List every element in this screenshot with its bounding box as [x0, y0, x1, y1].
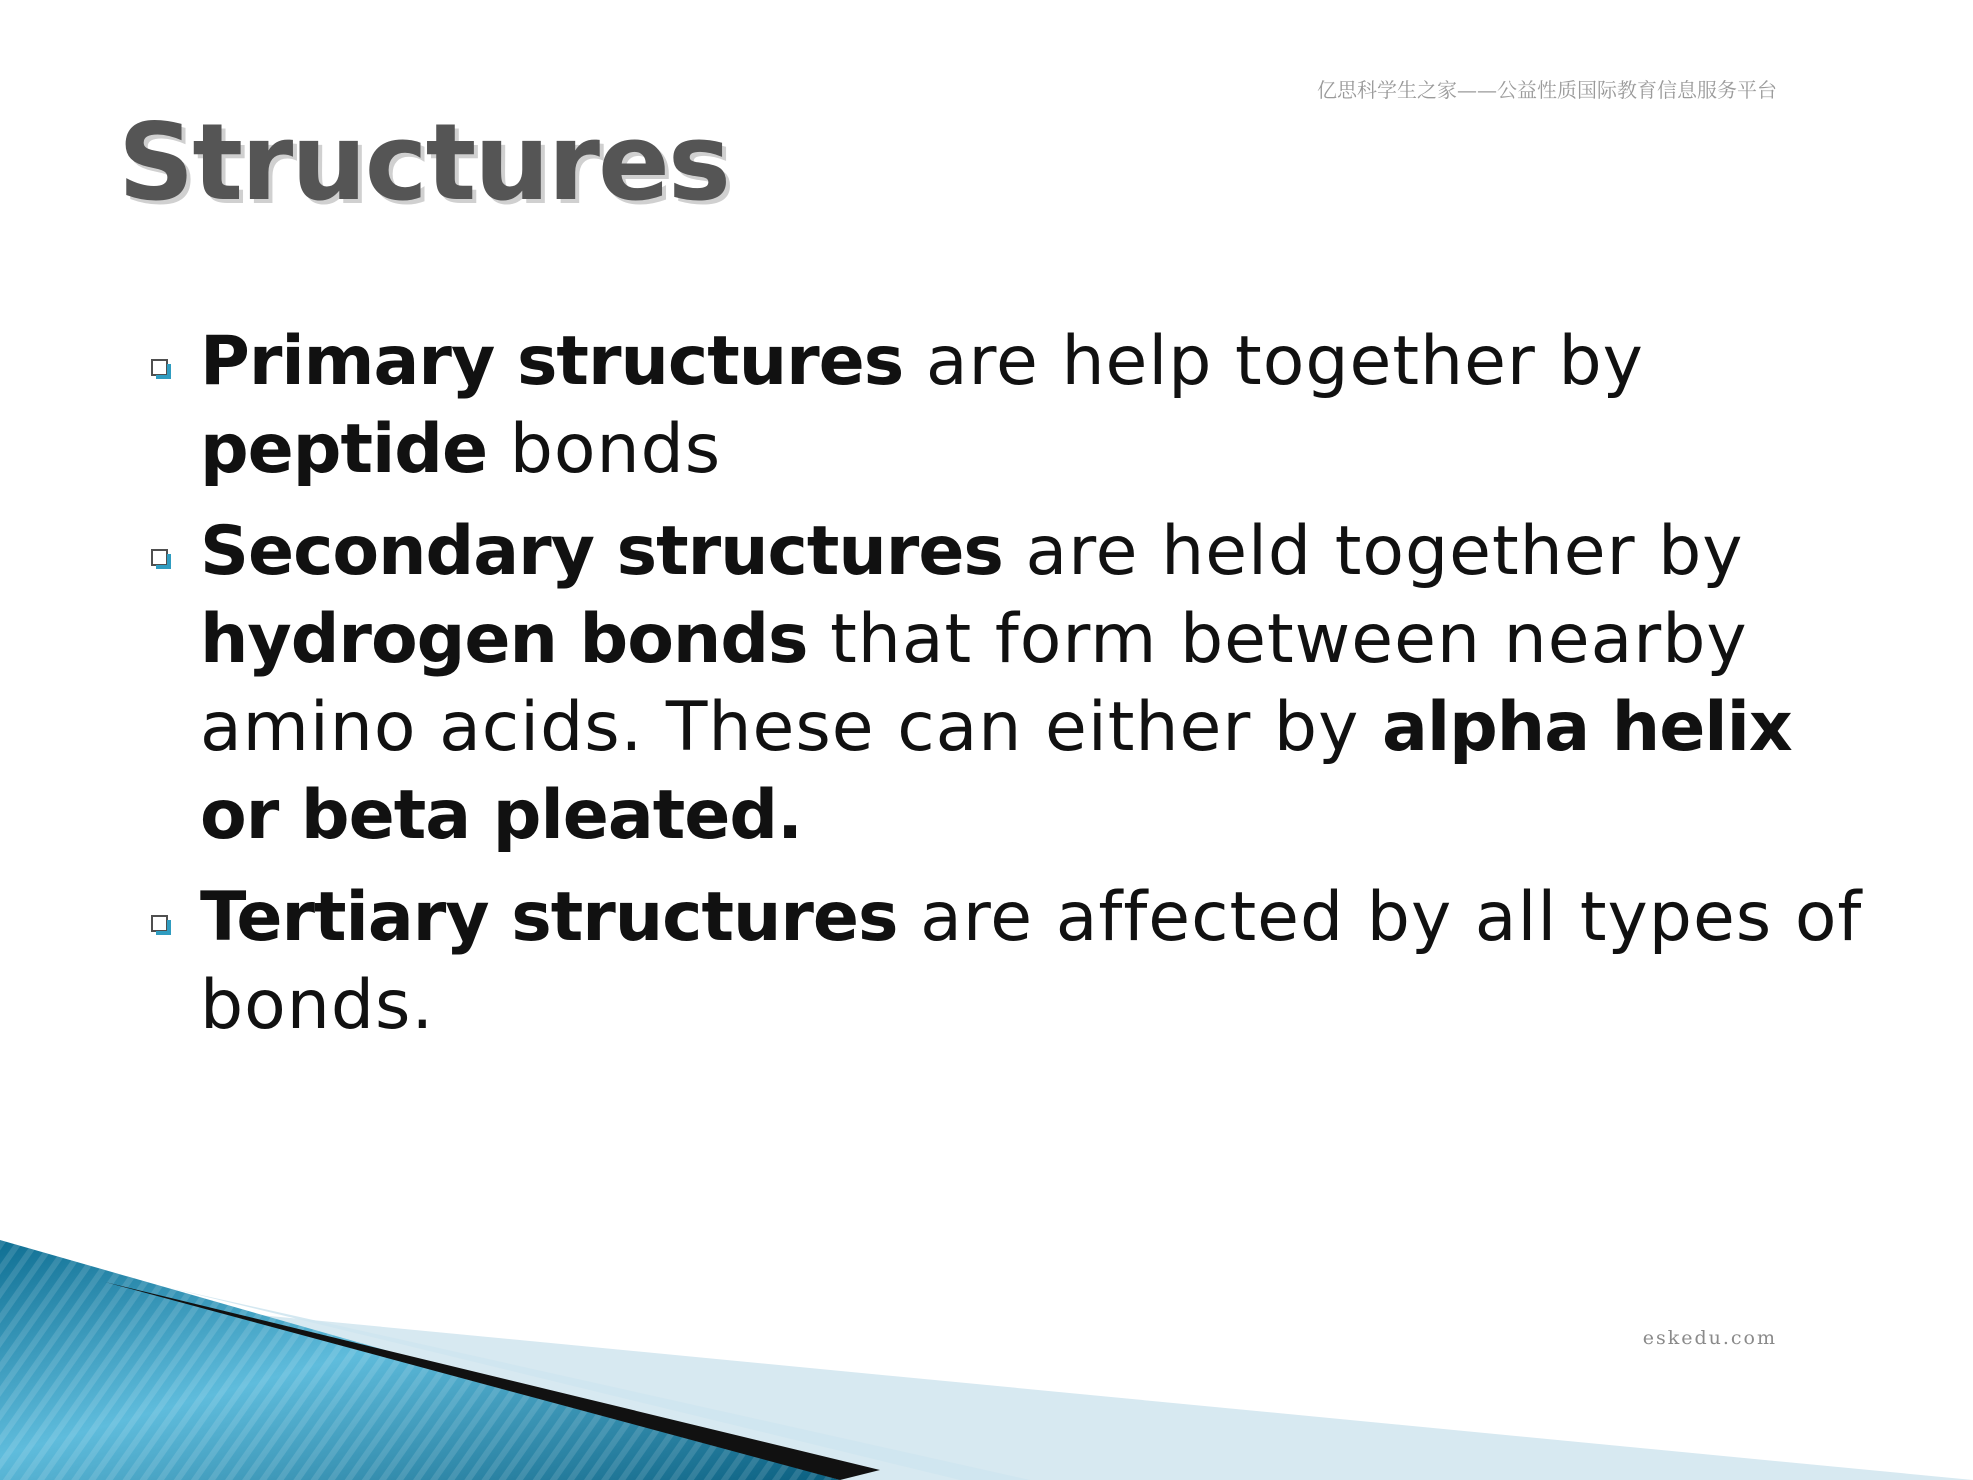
bullet-text: are help together by: [903, 322, 1644, 401]
slide-title: Structures: [118, 101, 729, 224]
hollow-square-bullet-icon: [150, 548, 172, 570]
bullet-list: [146, 318, 1866, 1064]
bullet-text: are affected by all types of bonds.: [200, 878, 1863, 1045]
bullet-text: are held together by: [1002, 512, 1744, 591]
bullet-bold-text: hydrogen bonds: [200, 600, 808, 679]
bullet-item-primary: [146, 318, 1866, 494]
bullet-bold-text: Tertiary structures: [200, 878, 898, 957]
header-watermark: 亿思科学生之家——公益性质国际教育信息服务平台: [1317, 78, 1777, 102]
bullet-item-tertiary: [146, 874, 1866, 1050]
bullet-bold-text: Secondary structures: [200, 512, 1003, 591]
hollow-square-bullet-icon: [150, 358, 172, 380]
corner-swoosh-decoration: [0, 1240, 1973, 1480]
hollow-square-bullet-icon: [150, 914, 172, 936]
bullet-bold-text: peptide: [200, 410, 488, 489]
footer-watermark: eskedu.com: [1642, 1327, 1777, 1349]
bullet-item-secondary: [146, 508, 1866, 860]
bullet-text: bonds: [487, 410, 722, 489]
bullet-bold-text: Primary structures: [200, 322, 904, 401]
bullet-text: that form between nearby amino acids. These can either by: [200, 600, 1748, 767]
bullet-bold-text: alpha helix or beta pleated.: [200, 688, 1792, 855]
